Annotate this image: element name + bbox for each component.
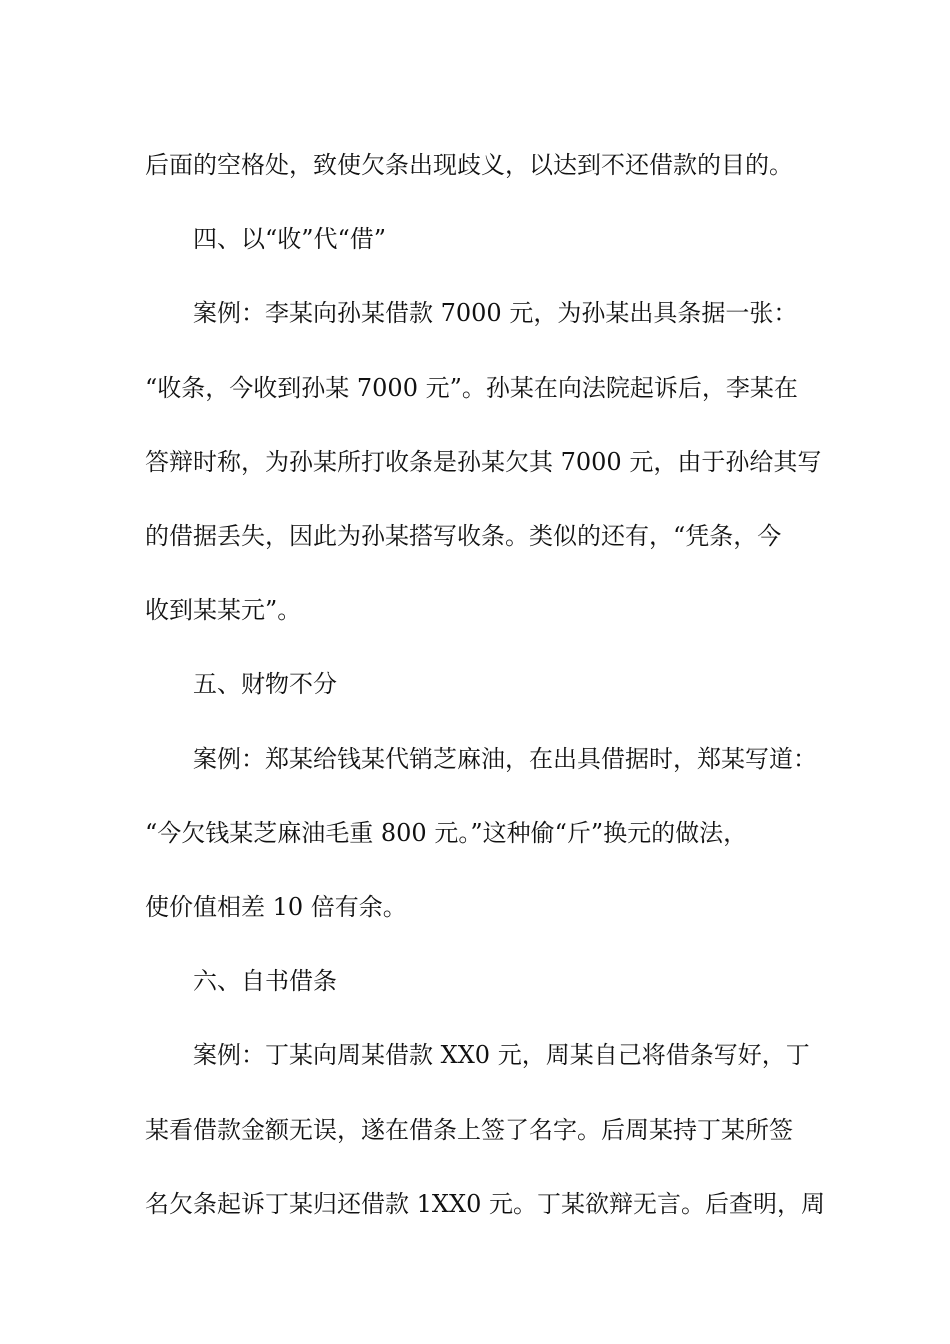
text-line: 的借据丢失，因此为孙某搭写收条。类似的还有，“凭条，今	[145, 522, 782, 551]
section-heading-5	[145, 647, 813, 721]
paragraph-case-4	[145, 276, 822, 647]
heading-text: 六、自书借条	[193, 967, 337, 996]
text-line: “收条，今收到孙某 7000 元”。孙某在向法院起诉后，李某在	[145, 373, 798, 402]
text-line: 收到某某元”。	[145, 596, 302, 625]
heading-text: 四、以“收”代“借”	[193, 225, 387, 254]
text-line: 案例：李某向孙某借款 7000 元，为孙某出具条据一张：	[193, 299, 798, 328]
section-heading-6	[145, 944, 813, 1018]
text-line: “今欠钱某芝麻油毛重 800 元。”这种偷“斤”换元的做法，	[145, 818, 748, 847]
paragraph-continuation	[145, 128, 813, 202]
text-line: 某看借款金额无误，遂在借条上签了名字。后周某持丁某所签	[145, 1115, 793, 1144]
heading-text: 五、财物不分	[193, 670, 337, 699]
text-line: 名欠条起诉丁某归还借款 1XX0 元。丁某欲辩无言。后查明，周	[145, 1189, 825, 1218]
document-body	[145, 128, 825, 1241]
section-heading-4	[145, 202, 813, 276]
paragraph-case-6	[145, 1018, 825, 1241]
text-line: 案例：郑某给钱某代销芝麻油，在出具借据时，郑某写道：	[193, 744, 817, 773]
text-line: 案例：丁某向周某借款 XX0 元，周某自己将借条写好，丁	[193, 1041, 810, 1070]
text-line: 后面的空格处，致使欠条出现歧义，以达到不还借款的目的。	[145, 151, 793, 179]
text-line: 使价值相差 10 倍有余。	[145, 893, 407, 922]
paragraph-case-5	[145, 722, 817, 945]
text-line: 答辩时称，为孙某所打收条是孙某欠其 7000 元，由于孙给其写	[145, 447, 822, 476]
